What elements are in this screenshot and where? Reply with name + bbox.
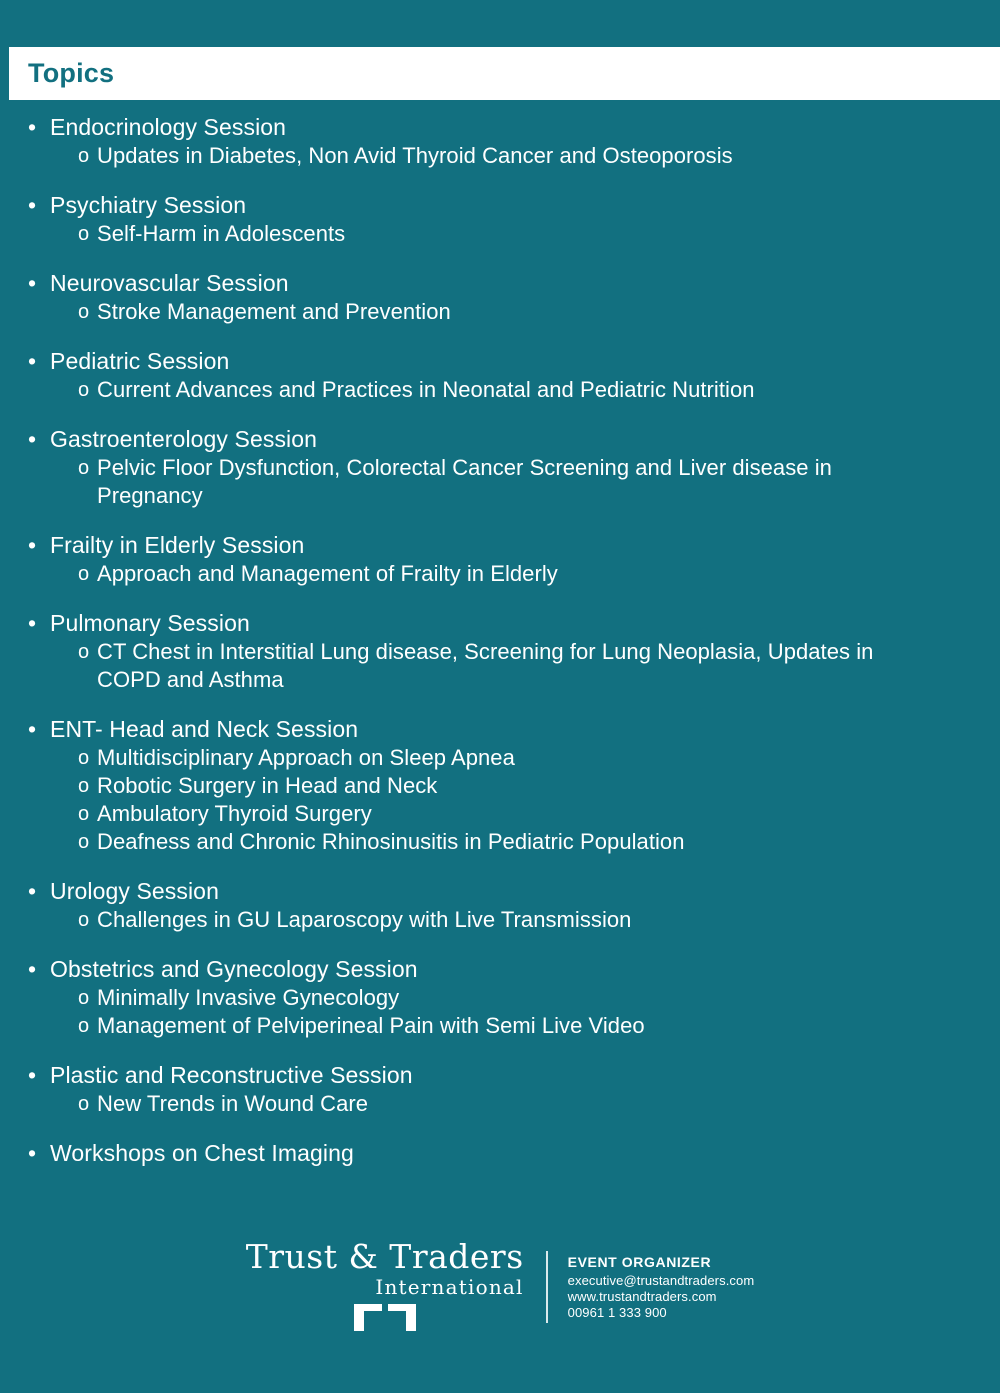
logo-sub-text: International: [375, 1275, 524, 1299]
session-title: Endocrinology Session: [50, 114, 287, 140]
session-title-row: [28, 877, 968, 905]
subtopic-label: CT Chest in Interstitial Lung disease, Screening for Lung Neoplasia, Updates in COPD and Asthma: [97, 639, 874, 692]
session-item: [28, 877, 968, 934]
session-item: [28, 425, 968, 510]
circle-marker-icon: o: [78, 301, 90, 323]
bullet-icon: •: [28, 1062, 37, 1088]
session-title: Urology Session: [50, 878, 219, 904]
session-title: Workshops on Chest Imaging: [50, 1140, 354, 1166]
list-item: [28, 906, 968, 934]
topics-list: [28, 113, 968, 1167]
circle-marker-icon: o: [78, 987, 90, 1009]
session-item: [28, 347, 968, 404]
session-subtopics: [28, 906, 968, 934]
circle-marker-icon: o: [78, 909, 90, 931]
organizer-logo: [246, 1239, 546, 1335]
list-item: [28, 828, 968, 856]
footer-divider: [546, 1251, 548, 1323]
session-item: [28, 715, 968, 856]
list-item: [28, 220, 968, 248]
list-item: [28, 376, 968, 404]
logo-mark-icon: [246, 1301, 524, 1335]
circle-marker-icon: o: [78, 831, 90, 853]
subtopic-label: Stroke Management and Prevention: [97, 299, 451, 324]
bullet-icon: •: [28, 610, 37, 636]
session-title: ENT- Head and Neck Session: [50, 716, 359, 742]
subtopic-label: Multidisciplinary Approach on Sleep Apnea: [97, 745, 515, 770]
bullet-icon: •: [28, 192, 37, 218]
session-title-row: [28, 269, 968, 297]
bullet-icon: •: [28, 348, 37, 374]
subtopic-label: Ambulatory Thyroid Surgery: [97, 801, 372, 826]
footer: [0, 1239, 1000, 1335]
subtopic-label: Current Advances and Practices in Neonatal and Pediatric Nutrition: [97, 377, 755, 402]
list-item: [28, 984, 968, 1012]
session-subtopics: [28, 454, 968, 510]
session-item: [28, 609, 968, 694]
list-item: [28, 560, 968, 588]
session-item: [28, 269, 968, 326]
session-title: Neurovascular Session: [50, 270, 289, 296]
session-subtopics: [28, 560, 968, 588]
session-title-row: [28, 425, 968, 453]
session-title: Plastic and Reconstructive Session: [50, 1062, 413, 1088]
session-subtopics: [28, 984, 968, 1040]
session-title-row: [28, 113, 968, 141]
session-subtopics: [28, 220, 968, 248]
organizer-email: executive@trustandtraders.com: [567, 1272, 755, 1288]
session-title-row: [28, 609, 968, 637]
organizer-details: [548, 1254, 755, 1321]
session-subtopics: [28, 376, 968, 404]
session-subtopics: [28, 1090, 968, 1118]
session-item: [28, 113, 968, 170]
session-item: [28, 191, 968, 248]
session-item: [28, 1139, 968, 1167]
session-title: Obstetrics and Gynecology Session: [50, 956, 418, 982]
subtopic-label: Self-Harm in Adolescents: [97, 221, 346, 246]
footer-inner: [246, 1239, 755, 1335]
session-title-row: [28, 955, 968, 983]
session-title-row: [28, 1061, 968, 1089]
bullet-icon: •: [28, 1140, 37, 1166]
subtopic-label: Approach and Management of Frailty in Elderly: [97, 561, 558, 586]
circle-marker-icon: o: [78, 223, 90, 245]
session-subtopics: [28, 638, 968, 694]
list-item: [28, 638, 968, 694]
session-item: [28, 1061, 968, 1118]
session-title-row: [28, 715, 968, 743]
bullet-icon: •: [28, 270, 37, 296]
list-item: [28, 800, 968, 828]
session-subtopics: [28, 744, 968, 856]
circle-marker-icon: o: [78, 641, 90, 663]
header-accent-bar: [0, 47, 9, 100]
bullet-icon: •: [28, 878, 37, 904]
organizer-title: EVENT ORGANIZER: [567, 1253, 712, 1270]
list-item: [28, 1012, 968, 1040]
session-title: Pediatric Session: [50, 348, 230, 374]
subtopic-label: Robotic Surgery in Head and Neck: [97, 773, 438, 798]
session-title-row: [28, 531, 968, 559]
list-item: [28, 142, 968, 170]
circle-marker-icon: o: [78, 1015, 90, 1037]
circle-marker-icon: o: [78, 563, 90, 585]
bullet-icon: •: [28, 956, 37, 982]
session-title-row: [28, 347, 968, 375]
bullet-icon: •: [28, 426, 37, 452]
bullet-icon: •: [28, 716, 37, 742]
session-title: Frailty in Elderly Session: [50, 532, 305, 558]
session-subtopics: [28, 298, 968, 326]
session-item: [28, 955, 968, 1040]
logo-main-text: Trust & Traders: [245, 1237, 524, 1276]
circle-marker-icon: o: [78, 145, 90, 167]
organizer-website: www.trustandtraders.com: [567, 1288, 717, 1304]
bullet-icon: •: [28, 114, 37, 140]
circle-marker-icon: o: [78, 457, 90, 479]
subtopic-label: Challenges in GU Laparoscopy with Live Transmission: [97, 907, 632, 932]
bullet-icon: •: [28, 532, 37, 558]
session-title: Psychiatry Session: [50, 192, 247, 218]
list-item: [28, 298, 968, 326]
circle-marker-icon: o: [78, 1093, 90, 1115]
list-item: [28, 454, 968, 510]
session-title-row: [28, 1139, 968, 1167]
session-subtopics: [28, 142, 968, 170]
subtopic-label: Updates in Diabetes, Non Avid Thyroid Cancer and Osteoporosis: [97, 143, 733, 168]
session-title-row: [28, 191, 968, 219]
circle-marker-icon: o: [78, 379, 90, 401]
subtopic-label: Management of Pelviperineal Pain with Semi Live Video: [97, 1013, 645, 1038]
subtopic-label: Minimally Invasive Gynecology: [97, 985, 400, 1010]
organizer-phone: 00961 1 333 900: [567, 1304, 667, 1320]
circle-marker-icon: o: [78, 775, 90, 797]
list-item: [28, 772, 968, 800]
topics-header: [0, 47, 1000, 100]
circle-marker-icon: o: [78, 747, 90, 769]
subtopic-label: Pelvic Floor Dysfunction, Colorectal Cancer Screening and Liver disease in Pregnancy: [97, 455, 832, 508]
subtopic-label: New Trends in Wound Care: [97, 1091, 369, 1116]
page-title: Topics: [28, 58, 115, 88]
session-title: Gastroenterology Session: [50, 426, 318, 452]
list-item: [28, 744, 968, 772]
circle-marker-icon: o: [78, 803, 90, 825]
session-item: [28, 531, 968, 588]
subtopic-label: Deafness and Chronic Rhinosinusitis in Pediatric Population: [97, 829, 685, 854]
list-item: [28, 1090, 968, 1118]
session-title: Pulmonary Session: [50, 610, 250, 636]
